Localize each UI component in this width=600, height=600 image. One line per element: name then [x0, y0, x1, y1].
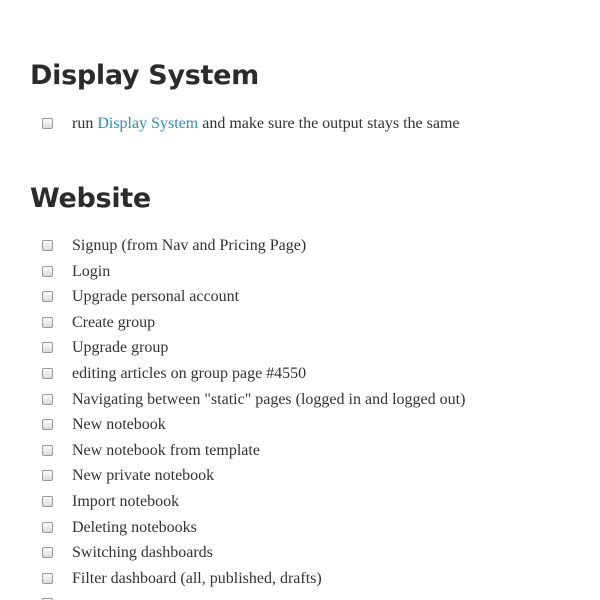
task-label-prefix: run	[72, 115, 98, 132]
task-label: Switching dashboards	[72, 544, 213, 562]
task-checkbox[interactable]	[42, 266, 53, 277]
task-label: Deleting notebooks	[72, 518, 197, 536]
task-label: Filter dashboard (all, published, drafts)	[72, 569, 322, 587]
section-heading-website: Website	[30, 183, 151, 214]
task-label	[72, 111, 459, 137]
task-label-suffix: and make sure the output stays the same	[198, 115, 460, 132]
task-checkbox[interactable]	[42, 317, 53, 328]
task-checkbox[interactable]	[42, 445, 53, 456]
task-checkbox[interactable]	[42, 522, 53, 533]
task-label: editing articles on group page #4550	[72, 364, 307, 382]
task-label: Signup (from Nav and Pricing Page)	[72, 237, 307, 254]
task-checkbox[interactable]	[42, 573, 53, 584]
task-checkbox[interactable]	[42, 470, 53, 481]
task-label: New notebook	[72, 416, 166, 434]
task-checkbox[interactable]	[42, 342, 53, 353]
task-label: Login	[72, 262, 111, 280]
task-checkbox[interactable]	[42, 240, 53, 251]
section-heading-display-system: Display System	[30, 60, 259, 91]
task-checkbox[interactable]	[42, 547, 53, 558]
task-label: New notebook from template	[72, 441, 260, 459]
task-label: Import notebook	[72, 492, 180, 510]
display-system-link[interactable]: Display System	[97, 115, 199, 132]
task-checkbox[interactable]	[42, 496, 53, 507]
task-label: Upgrade group	[72, 339, 169, 357]
task-checkbox[interactable]	[42, 118, 53, 129]
task-label: Upgrade personal account	[72, 288, 240, 306]
task-checkbox[interactable]	[42, 368, 53, 379]
task-label: New private notebook	[72, 467, 215, 485]
task-checkbox[interactable]	[42, 291, 53, 302]
task-label: Create group	[72, 313, 156, 331]
task-checkbox[interactable]	[42, 394, 53, 405]
task-label: Navigating between "static" pages (logged in and logged out)	[72, 390, 466, 408]
task-checkbox[interactable]	[42, 419, 53, 430]
